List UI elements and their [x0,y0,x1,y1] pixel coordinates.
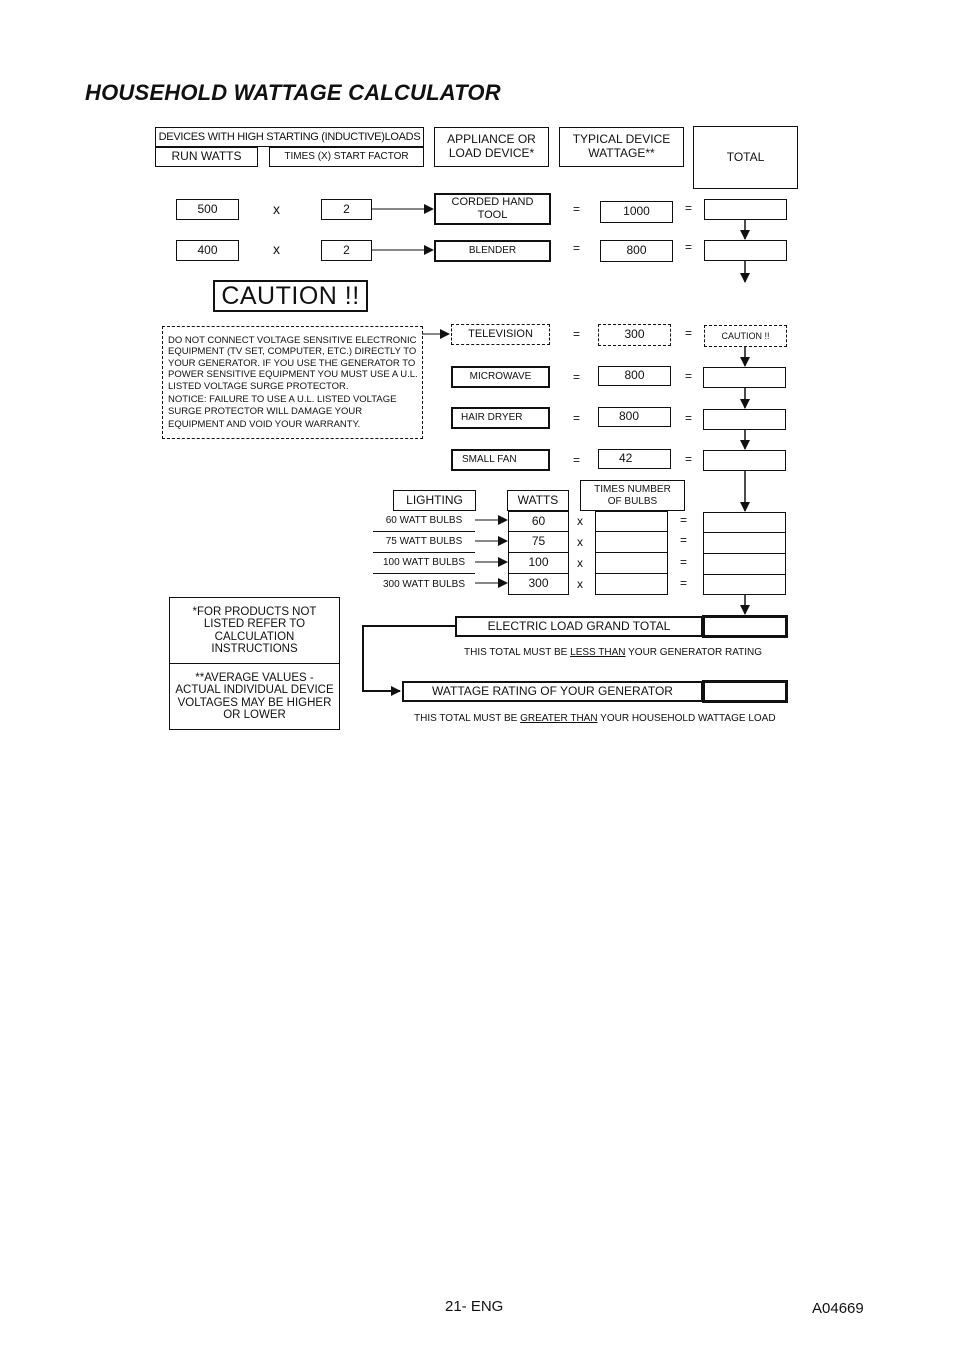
equals-operator: = [680,555,688,569]
equals-operator: = [573,202,581,216]
inductive-loads-header: DEVICES WITH HIGH STARTING (INDUCTIVE)LOADS [155,127,424,147]
total-entry-box[interactable] [703,574,786,595]
total-entry-box[interactable] [703,532,786,554]
bulb-count-header: TIMES NUMBER OF BULBS [580,480,685,511]
generator-rating-entry-box[interactable] [702,680,788,703]
lighting-row-label: 60 WATT BULBS [373,511,475,532]
watts-header: WATTS [507,490,569,511]
total-entry-box[interactable] [703,367,786,388]
equals-operator: = [680,513,688,527]
times-operator: x [273,201,280,217]
equals-operator: = [685,411,693,425]
times-operator: x [273,241,280,257]
run-watts-value: 500 [176,199,239,220]
bulb-watts-value: 75 [508,531,569,553]
equals-operator: = [685,452,693,466]
bulb-watts-value: 100 [508,552,569,574]
run-watts-value: 400 [176,240,239,261]
bulb-count-input[interactable] [595,511,668,532]
total-entry-box[interactable] [704,240,787,261]
wattage-value: 1000 [600,201,673,223]
equals-operator: = [680,533,688,547]
total-entry-box[interactable] [703,409,786,430]
page-number: 21- ENG [445,1298,504,1315]
wattage-value: 42 [598,449,671,469]
caution-notice-text: NOTICE: FAILURE TO USE A U.L. LISTED VOLTAGE SURGE PROTECTOR WILL DAMAGE YOUR EQUIPMENT AND VOID YOUR WARRANTY. [168,394,397,430]
device-corded-hand-tool: CORDED HAND TOOL [434,193,551,225]
times-operator: x [577,514,583,528]
bulb-count-input[interactable] [595,573,668,595]
notes-box [169,597,340,730]
start-factor-value: 2 [321,240,372,261]
total-header: TOTAL [693,126,798,189]
note-average-values: **AVERAGE VALUES - ACTUAL INDIVIDUAL DEVICE VOLTAGES MAY BE HIGHER OR LOWER [175,671,334,721]
note-products-not-listed: *FOR PRODUCTS NOT LISTED REFER TO CALCULATION INSTRUCTIONS [170,598,339,664]
wattage-value: 800 [600,240,673,262]
total-caution-box: CAUTION !! [704,325,787,347]
lighting-row-label: 75 WATT BULBS [373,532,475,553]
equals-operator: = [573,327,581,341]
equals-operator: = [573,411,581,425]
times-operator: x [577,535,583,549]
bulb-count-input[interactable] [595,531,668,553]
typical-wattage-header: TYPICAL DEVICE WATTAGE** [559,127,684,167]
grand-total-label: ELECTRIC LOAD GRAND TOTAL [455,616,703,637]
appliance-header: APPLIANCE OR LOAD DEVICE* [434,127,549,167]
wattage-value: 800 [598,366,671,386]
grand-total-entry-box[interactable] [702,615,788,638]
equals-operator: = [680,576,688,590]
wattage-value: 300 [598,324,671,346]
start-factor-value: 2 [321,199,372,220]
times-operator: x [577,556,583,570]
equals-operator: = [685,326,693,340]
bulb-watts-value: 60 [508,511,569,532]
lighting-row-label: 100 WATT BULBS [373,553,475,574]
total-entry-box[interactable] [704,199,787,220]
caution-heading: CAUTION !! [213,280,368,312]
wattage-value: 800 [598,407,671,427]
caution-warning-text: DO NOT CONNECT VOLTAGE SENSITIVE ELECTRONIC EQUIPMENT (TV SET, COMPUTER, ETC.) DIRECTLY TO YOUR GENERATOR. IF YOU USE THE GENERATOR TO POWER SENSITIVE EQUIPMENT YOU MUST USE A U.L. LISTED VOLTAGE SURGE PROTECTOR. [168,335,418,392]
caution-notice-box [162,326,423,439]
device-microwave: MICROWAVE [451,366,550,388]
start-factor-header: TIMES (X) START FACTOR [269,147,424,167]
total-entry-box[interactable] [703,512,786,533]
bulb-watts-value: 300 [508,573,569,595]
equals-operator: = [573,453,581,467]
device-hair-dryer: HAIR DRYER [451,407,550,429]
page-title: HOUSEHOLD WATTAGE CALCULATOR [85,80,501,105]
equals-operator: = [685,201,693,215]
run-watts-header: RUN WATTS [155,147,258,167]
equals-operator: = [685,240,693,254]
bulb-count-input[interactable] [595,552,668,574]
lighting-row-label: 300 WATT BULBS [373,574,475,595]
device-blender: BLENDER [434,240,551,262]
grand-total-note: THIS TOTAL MUST BE LESS THAN YOUR GENERATOR RATING [464,647,763,658]
generator-rating-label: WATTAGE RATING OF YOUR GENERATOR [402,681,703,702]
device-small-fan: SMALL FAN [451,449,550,471]
device-television: TELEVISION [451,324,550,345]
equals-operator: = [573,241,581,255]
generator-rating-note: THIS TOTAL MUST BE GREATER THAN YOUR HOUSEHOLD WATTAGE LOAD [414,713,776,724]
document-code: A04669 [812,1300,864,1317]
lighting-header: LIGHTING [393,490,476,511]
total-entry-box[interactable] [703,553,786,575]
times-operator: x [577,577,583,591]
equals-operator: = [685,369,693,383]
equals-operator: = [573,370,581,384]
total-entry-box[interactable] [703,450,786,471]
